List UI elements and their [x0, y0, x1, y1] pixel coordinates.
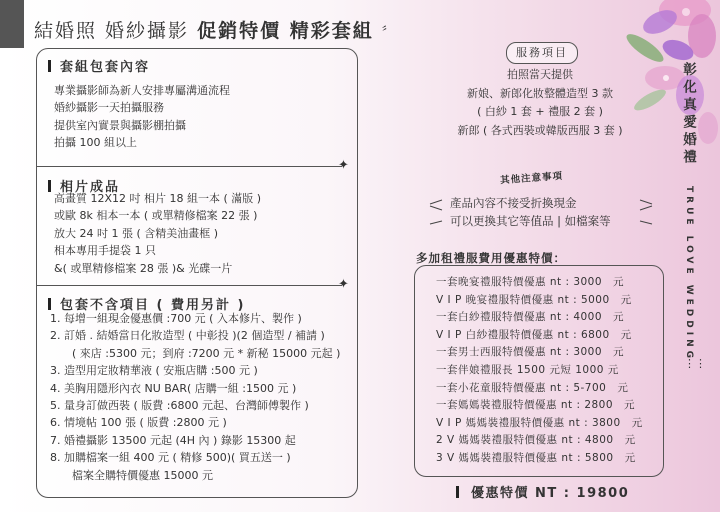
table-row: 一套男士西服特價優惠 nt : 3000 元 — [436, 346, 625, 359]
title-part2: 促銷特價 精彩套組 — [197, 20, 374, 42]
title-part1: 結婚照 婚紗攝影 — [34, 20, 190, 42]
header-accent-bar — [0, 0, 24, 48]
list-item: 4. 美胸用隱形內衣 NU BAR( 店購一組 :1500 元 ) — [50, 381, 297, 395]
products-heading: 相片成品 — [48, 176, 120, 195]
title-mark: 〞 — [381, 26, 397, 41]
notes-list — [450, 194, 611, 230]
list-item: 檔案全購特價優惠 15000 元 — [72, 468, 213, 482]
table-row: 3 V 媽媽裝禮服特價優惠 nt : 5800 元 — [436, 451, 636, 464]
list-item: 或歐 8k 相本一本 ( 或單精修檔案 22 張 ) — [54, 209, 258, 223]
table-row: 一套白紗禮服特價優惠 nt : 4000 元 — [436, 311, 625, 324]
list-item: 新郎 ( 各式西裝或韓版西服 3 套 ) — [457, 123, 623, 137]
bullet-bar-icon — [48, 180, 51, 192]
brand-dots: ⋮⋮ — [684, 357, 706, 370]
package-heading: 套組包套內容 — [48, 56, 150, 75]
list-item: 6. 情境帖 100 張 ( 版費 :2800 元 ) — [50, 416, 227, 430]
divider — [36, 285, 342, 286]
list-item: 新娘、新郎化妝整體造型 3 款 — [467, 86, 613, 100]
table-row: 一套晚宴禮服特價優惠 nt : 3000 元 — [436, 276, 625, 288]
total-price: 優惠特價 NT : 19800 — [456, 482, 629, 501]
list-item: 2. 訂婚 . 結婚當日化妝造型 ( 中彰投 )(2 個造型 / 補請 ) — [50, 329, 325, 343]
products-list — [54, 190, 261, 277]
flower-decoration-icon — [590, 0, 720, 160]
table-row: 一套小花童服特價優惠 nt : 5-700 元 — [436, 381, 629, 394]
list-item: ( 白紗 1 套 + 禮服 2 套 ) — [477, 105, 603, 118]
bullet-bar-icon — [48, 60, 51, 72]
bullet-bar-icon — [456, 486, 459, 498]
list-item: 7. 婚禮攝影 13500 元起 (4H 內 ) 錄影 15300 起 — [50, 433, 296, 447]
table-row: 2 V 媽媽裝禮服特價優惠 nt : 4800 元 — [436, 434, 636, 447]
table-row: V I P 晚宴禮服特價優惠 nt : 5000 元 — [436, 293, 632, 306]
page-title — [34, 16, 397, 43]
sparkle-icon: ✦ — [338, 158, 349, 173]
list-item: ( 來店 :5300 元；到府 :7200 元 * 新秘 15000 元起 ) — [72, 346, 341, 360]
table-row: 一套媽媽裝禮服特價優惠 nt : 2800 元 — [436, 399, 636, 412]
rental-heading: 多加租禮服費用優惠特價： — [416, 251, 566, 265]
list-item: 相本專用手提袋 1 只 — [54, 244, 156, 258]
list-item: 1. 每增一組現金優惠價 :700 元 ( 入本修片、製作 ) — [50, 312, 302, 325]
sparkle-icon: ✦ — [338, 277, 349, 292]
list-item: 放大 24 吋 1 張 ( 含精美油畫框 ) — [54, 226, 219, 240]
table-row: V I P 媽媽裝禮服特價優惠 nt : 3800 元 — [436, 416, 643, 429]
rental-list — [436, 274, 643, 468]
divider — [36, 166, 342, 167]
list-item: 高畫質 12X12 吋 相片 18 組一本 ( 滿版 ) — [54, 192, 262, 205]
list-item: 拍攝 100 組以上 — [54, 136, 137, 150]
services-badge: 服務項目 — [506, 42, 578, 64]
bullet-bar-icon — [48, 298, 51, 310]
list-item: 3. 造型用定妝精華液 ( 安瓶店購 :500 元 ) — [50, 364, 258, 378]
excluded-list — [50, 310, 340, 484]
list-item: 提供室內實景與攝影棚拍攝 — [54, 118, 186, 132]
list-item: 8. 加購檔案一組 400 元 ( 精修 500)( 買五送一 ) — [50, 451, 291, 465]
brand-name-zh: 彰化真愛婚禮 — [680, 62, 696, 167]
list-item: 拍照當天提供 — [507, 68, 573, 81]
list-item: 可以更換其它等值品 | 如檔案等 — [450, 214, 611, 228]
brand-name-en: TRUE LOVE WEDDING — [684, 186, 694, 363]
table-row: 一套伴娘禮服長 1500 元短 1000 元 — [436, 363, 619, 376]
notes-heading: 其他注意事項 — [499, 170, 564, 187]
excluded-heading: 包套不含項目 ( 費用另計 ) — [48, 294, 245, 313]
table-row: V I P 白紗禮服特價優惠 nt : 6800 元 — [436, 328, 632, 341]
list-item: &( 或單精修檔案 28 張 )& 光碟一片 — [54, 261, 233, 275]
list-item: 產品內容不接受折換現金 — [450, 196, 577, 210]
list-item: 專業攝影師為新人安排專屬溝通流程 — [54, 84, 230, 97]
list-item: 5. 量身訂做西裝 ( 版費 :6800 元起、台灣師傅製作 ) — [50, 399, 309, 413]
list-item: 婚紗攝影一天拍攝服務 — [54, 101, 164, 115]
package-list — [54, 82, 230, 152]
